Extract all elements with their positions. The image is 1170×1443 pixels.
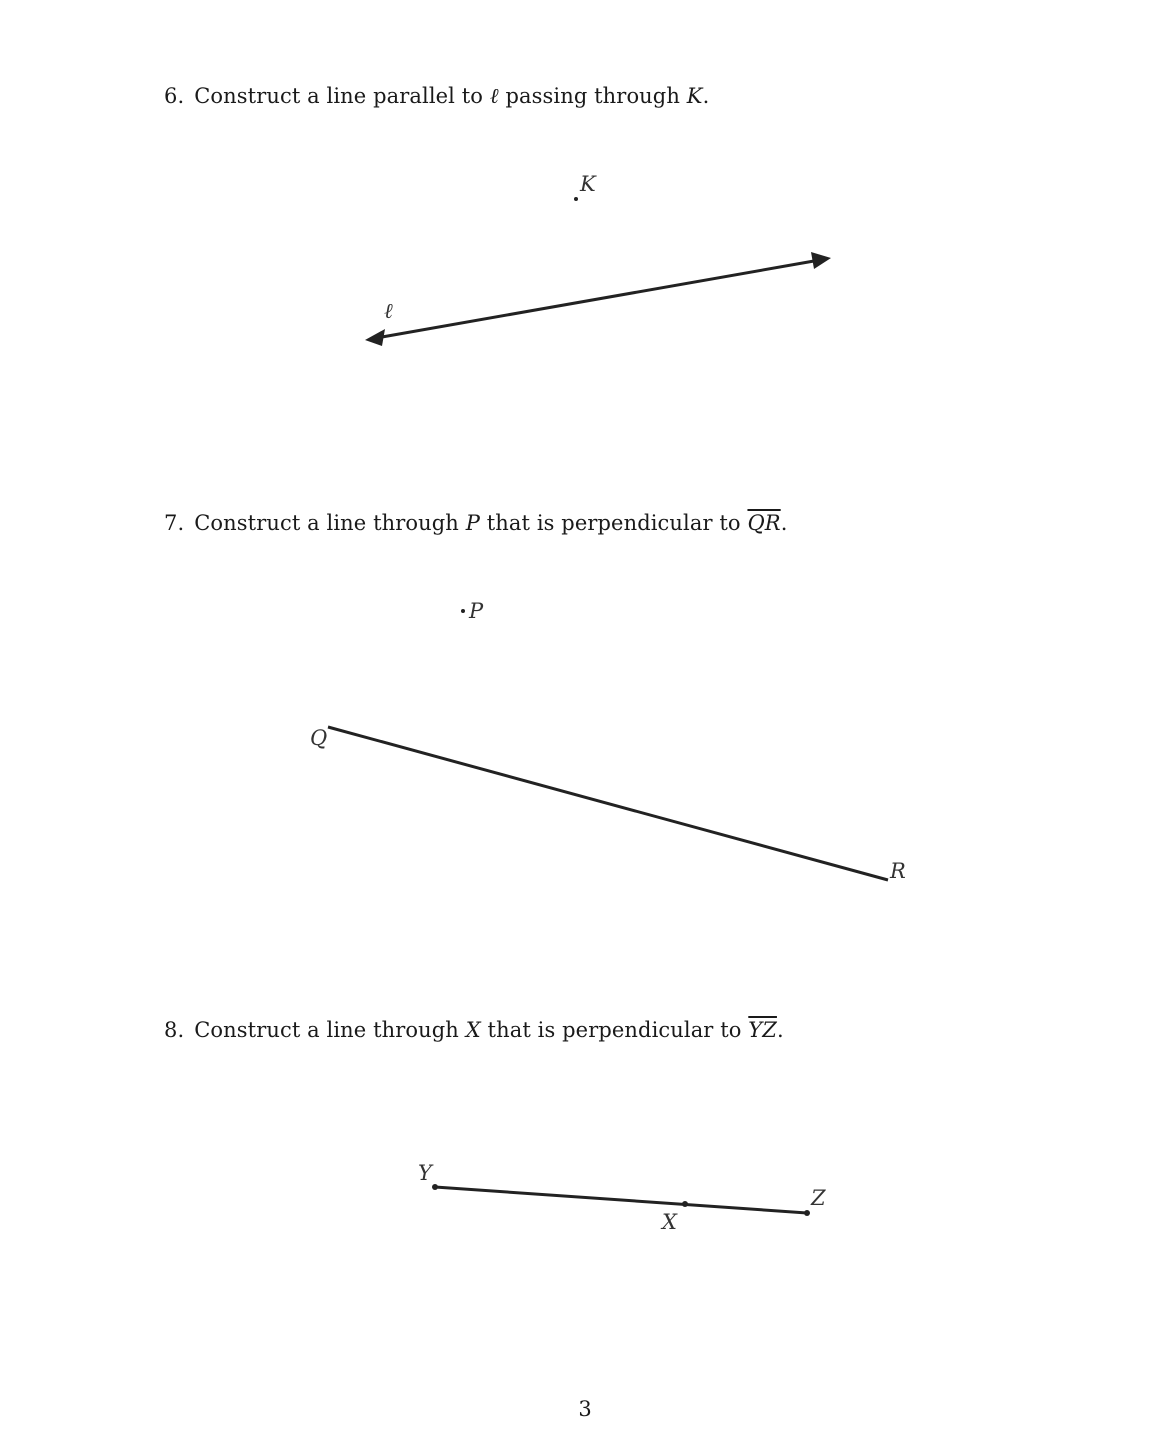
problem-text-part: that is perpendicular to (480, 1018, 749, 1042)
problem-number: 7. (164, 511, 185, 535)
math-symbol-p: P (465, 511, 480, 535)
problem-number: 8. (164, 1018, 185, 1042)
point-r-label: R (890, 859, 906, 883)
line-ell-right-arrowhead (811, 252, 831, 269)
problem-text-part: Construct a line parallel to (194, 84, 490, 108)
point-k (574, 197, 578, 201)
line-ell-label: ℓ (384, 299, 393, 323)
problem-text-part: . (702, 84, 710, 108)
math-symbol-x: X (465, 1018, 481, 1042)
segment-yz-notation: $\overline{YZ}$ (748, 1018, 777, 1042)
figure-6 (365, 172, 831, 346)
point-z (804, 1210, 810, 1216)
page-number: 3 (578, 1397, 592, 1421)
problem-text-part: passing through (498, 84, 687, 108)
figure-8 (418, 1161, 826, 1234)
problem-text-part: Construct a line through (194, 511, 466, 535)
point-z-label: Z (811, 1186, 826, 1210)
segment-yz (435, 1187, 807, 1213)
figure-7 (310, 599, 906, 883)
problem-text-part: that is perpendicular to (479, 511, 748, 535)
math-symbol-ell: ℓ (489, 84, 499, 108)
math-symbol-k: K (686, 84, 703, 108)
segment-qr-notation: $\overline{QR}$ (747, 511, 781, 535)
point-p (461, 609, 465, 613)
problem-text-part: . (780, 511, 788, 535)
point-x-label: X (662, 1210, 677, 1234)
problem-number: 6. (164, 84, 185, 108)
segment-qr (328, 727, 888, 880)
line-ell-left-arrowhead (365, 329, 385, 346)
problem-text-part: Construct a line through (194, 1018, 466, 1042)
point-p-label: P (469, 599, 484, 623)
point-x (682, 1201, 688, 1207)
problem-text-part: . (776, 1018, 784, 1042)
point-y-label: Y (418, 1161, 432, 1185)
point-y (432, 1184, 438, 1190)
line-ell (382, 261, 814, 337)
point-q-label: Q (310, 726, 328, 750)
point-k-label: K (580, 172, 596, 196)
